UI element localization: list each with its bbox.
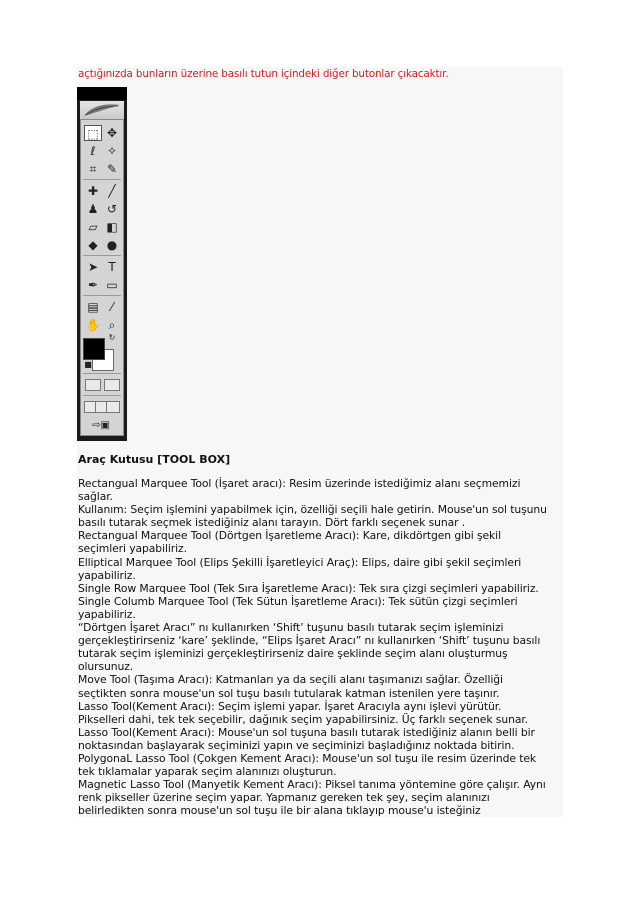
slice-icon: ✎ [106,162,118,176]
toolbox-image [77,87,127,441]
text-line: sağlar. [78,490,113,504]
body-paragraph [77,477,563,817]
text-line: olursunuz. [78,660,134,674]
text-line: tutarak seçim işleminizi gerçekleştirirseniz daire şeklinde seçim alanı oluşturmuş [78,647,508,661]
text-line: belirledikten sonra mouse'un sol tuşu ile bir alana tıklayıp mouse'u isteğiniz [78,804,481,818]
text-line: seçtikten sonra mouse'un sol tuşu basılı tutularak katman istenilen yere taşınır. [78,686,500,700]
rectangular-marquee-icon: ⬚ [84,125,102,141]
document-page [77,67,563,817]
text-line: Rectangual Marquee Tool (İşaret aracı): Resim üzerinde istediğimiz alanı seçmemizi [78,477,521,490]
toolbox-divider [83,295,121,296]
swap-colors-icon: ↻ [108,333,116,342]
crop-icon: ⌗ [89,162,97,176]
toolbox-divider [83,395,121,396]
text-line: Move Tool (Taşıma Aracı): Katmanları ya da seçili alanı taşımanızı sağlar. Özelliği [78,673,503,687]
text-line: seçimleri yapabiliriz. [78,542,187,556]
healing-brush-icon: ✚ [87,184,99,198]
text-line: Pikselleri dahi, tek tek seçebilir, dağınık seçim yapabilirsiniz. Üç farklı seçenek sunar. [78,712,529,726]
clone-stamp-icon: ♟ [87,202,99,216]
pen-icon: ✒ [87,278,99,292]
blur-icon: ◆ [88,238,98,252]
quick-mask-icon [104,379,120,391]
text-line: Kullanım: Seçim işlemini yapabilmek için, özelliği seçili hale getirin. Mouse'un sol tuşunu [78,503,547,517]
history-brush-icon: ↺ [106,202,118,216]
text-line: Lasso Tool(Kement Aracı): Seçim işlemi yapar. İşaret Aracıyla aynı işlevi yürütür. [78,699,502,713]
toolbox-divider [83,179,121,180]
notes-icon: ▤ [87,300,99,314]
toolbox-title-bar [77,87,127,100]
path-selection-icon: ➤ [87,260,99,274]
default-colors-icon: ■ [84,360,92,369]
text-line: basılı tutarak seçmek istediğiniz alanı tarayın. Dört farklı seçenek sunar . [78,516,466,530]
magic-wand-icon: ✧ [106,144,118,158]
lasso-icon: ℓ [90,144,96,158]
feather-logo-icon [80,101,124,120]
text-line: noktasından başlayarak seçiminizi yapın ve seçiminizi başladığınız noktada bitirin. [78,738,515,752]
text-line: yapabiliriz. [78,568,136,582]
toolbox-divider [83,255,121,256]
text-line: yapabiliriz. [78,607,136,621]
text-line: Rectangual Marquee Tool (Dörtgen İşaretleme Aracı): Kare, dikdörtgen gibi şekil [78,529,501,543]
zoom-icon: ⌕ [108,318,116,332]
text-line: Single Row Marquee Tool (Tek Sıra İşaretleme Aracı): Tek sıra çizgi seçimleri yapabiliriz. [78,581,539,595]
eyedropper-icon: ⁄ [110,300,113,314]
text-line: tek tıklamalar yaparak seçim alanınızı oluşturun. [78,765,337,779]
jump-to-imageready-icon: ⇨▣ [92,420,110,431]
toolbox-divider [83,373,121,374]
section-heading: Araç Kutusu [TOOL BOX] [77,449,563,469]
move-icon: ✥ [106,126,118,140]
brush-icon: ╱ [108,184,116,198]
screen-mode-full-icon [106,401,120,413]
hand-icon: ✋ [85,318,101,332]
text-line: PolygonaL Lasso Tool (Çokgen Kement Aracı): Mouse'un sol tuşu ile resim üzerinde tek [78,751,537,765]
toolbox-figure [77,87,563,440]
gradient-icon: ◧ [106,220,118,234]
standard-mode-icon [85,379,101,391]
text-line: gerçekleştirirseniz ‘kare’ şeklinde, “Elips İşaret Aracı” nı kullanırken ‘Shift’ tuşunu basılı [78,634,541,648]
dodge-icon: ● [106,238,118,252]
type-icon: T [108,260,116,274]
foreground-color-swatch [83,338,105,360]
text-line: renk pikseller üzerine seçim yapar. Yapmanız gereken tek şey, seçim alanınızı [78,791,490,805]
shape-icon: ▭ [106,278,118,292]
text-line: “Dörtgen İşaret Aracı” nı kullanırken ‘Shift’ tuşunu basılı tutarak seçim işleminizi [78,621,504,635]
text-line: Lasso Tool(Kement Aracı): Mouse'un sol tuşuna basılı tutarak istediğiniz alanın belli bir [78,725,535,739]
text-line: Single Columb Marquee Tool (Tek Sütun İşaretleme Aracı): Tek sütün çizgi seçimleri [78,594,518,608]
eraser-icon: ▱ [88,220,98,234]
text-line: Elliptical Marquee Tool (Elips Şekilli İşaretleyici Araç): Elips, daire gibi şekil seçimleri [78,555,522,569]
text-line: Magnetic Lasso Tool (Manyetik Kement Aracı): Piksel tanıma yöntemine göre çalışır. Aynı [78,778,546,792]
intro-line: açtığınızda bunların üzerine basılı tutun içindeki diğer butonlar çıkacaktır. [77,67,563,87]
